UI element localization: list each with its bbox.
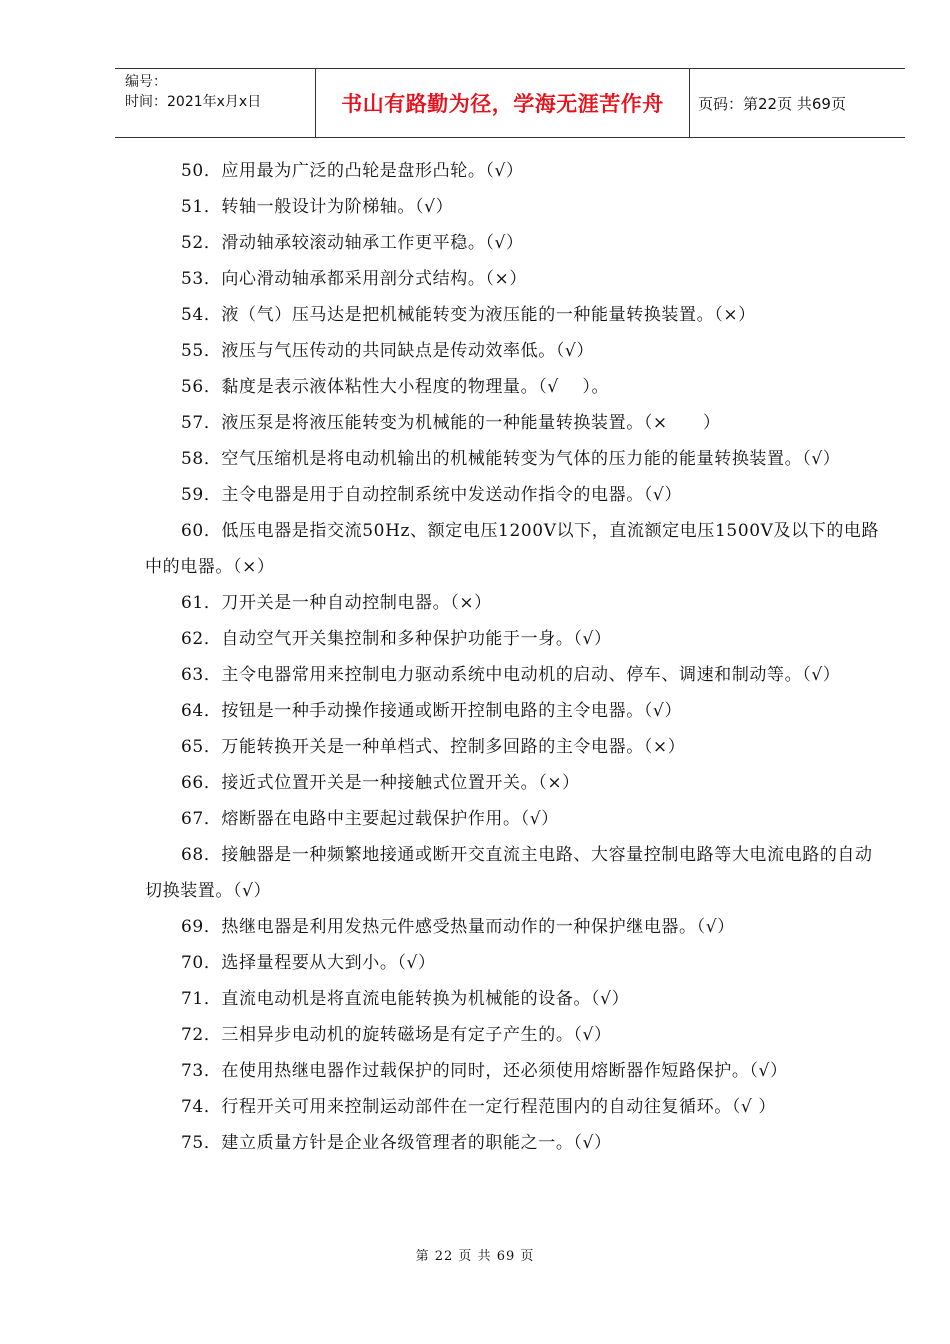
list-item: 56．黏度是表示液体粘性大小程度的物理量。（√ ）。 (181, 377, 610, 397)
list-item: 58．空气压缩机是将电动机输出的机械能转变为气体的压力能的能量转换装置。（√） (181, 449, 841, 469)
list-item: 51．转轴一般设计为阶梯轴。（√） (181, 197, 454, 217)
list-item: 68．接触器是一种频繁地接通或断开交直流主电路、大容量控制电路等大电流电路的自动切换装置。（√） (145, 845, 873, 901)
list-item: 53．向心滑动轴承都采用剖分式结构。（×） (181, 269, 527, 289)
list-item: 72．三相异步电动机的旋转磁场是有定子产生的。（√） (181, 1025, 612, 1045)
question-list (145, 153, 880, 1161)
header-motto: 书山有路勤为径，学海无涯苦作舟 (316, 69, 690, 137)
page-header (115, 68, 905, 138)
page-footer: 第 22 页 共 69 页 (415, 1249, 535, 1264)
list-item: 57．液压泵是将液压能转变为机械能的一种能量转换装置。（× ） (181, 413, 721, 433)
list-item: 62．自动空气开关集控制和多种保护功能于一身。（√） (181, 629, 612, 649)
list-item: 73．在使用热继电器作过载保护的同时，还必须使用熔断器作短路保护。（√） (181, 1061, 788, 1081)
list-item: 55．液压与气压传动的共同缺点是传动效率低。（√） (181, 341, 594, 361)
number-label: 编号： (125, 74, 167, 90)
list-item: 70．选择量程要从大到小。（√） (181, 953, 436, 973)
list-item: 75．建立质量方针是企业各级管理者的职能之一。（√） (181, 1133, 612, 1153)
list-item: 54．液（气）压马达是把机械能转变为液压能的一种能量转换装置。（×） (181, 305, 756, 325)
list-item: 64．按钮是一种手动操作接通或断开控制电路的主令电器。（√） (181, 701, 682, 721)
header-meta (115, 69, 316, 137)
time-label: 时间：2021年x月x日 (125, 94, 262, 110)
list-item: 67．熔断器在电路中主要起过载保护作用。（√） (181, 809, 559, 829)
list-item: 65．万能转换开关是一种单档式、控制多回路的主令电器。（×） (181, 737, 686, 757)
list-item: 63．主令电器常用来控制电力驱动系统中电动机的启动、停车、调速和制动等。（√） (181, 665, 841, 685)
list-item: 66．接近式位置开关是一种接触式位置开关。（×） (181, 773, 580, 793)
list-item: 74．行程开关可用来控制运动部件在一定行程范围内的自动往复循环。（√ ） (181, 1097, 776, 1117)
list-item: 52．滑动轴承较滚动轴承工作更平稳。（√） (181, 233, 524, 253)
list-item: 50．应用最为广泛的凸轮是盘形凸轮。（√） (181, 161, 524, 181)
list-item: 60．低压电器是指交流50Hz、额定电压1200V以下，直流额定电压1500V及以下的电路中的电器。（×） (145, 521, 880, 577)
list-item: 71．直流电动机是将直流电能转换为机械能的设备。（√） (181, 989, 630, 1009)
header-page-label: 页码：第22页 共69页 (698, 94, 846, 113)
list-item: 69．热继电器是利用发热元件感受热量而动作的一种保护继电器。（√） (181, 917, 735, 937)
list-item: 61．刀开关是一种自动控制电器。（×） (181, 593, 492, 613)
list-item: 59．主令电器是用于自动控制系统中发送动作指令的电器。（√） (181, 485, 682, 505)
